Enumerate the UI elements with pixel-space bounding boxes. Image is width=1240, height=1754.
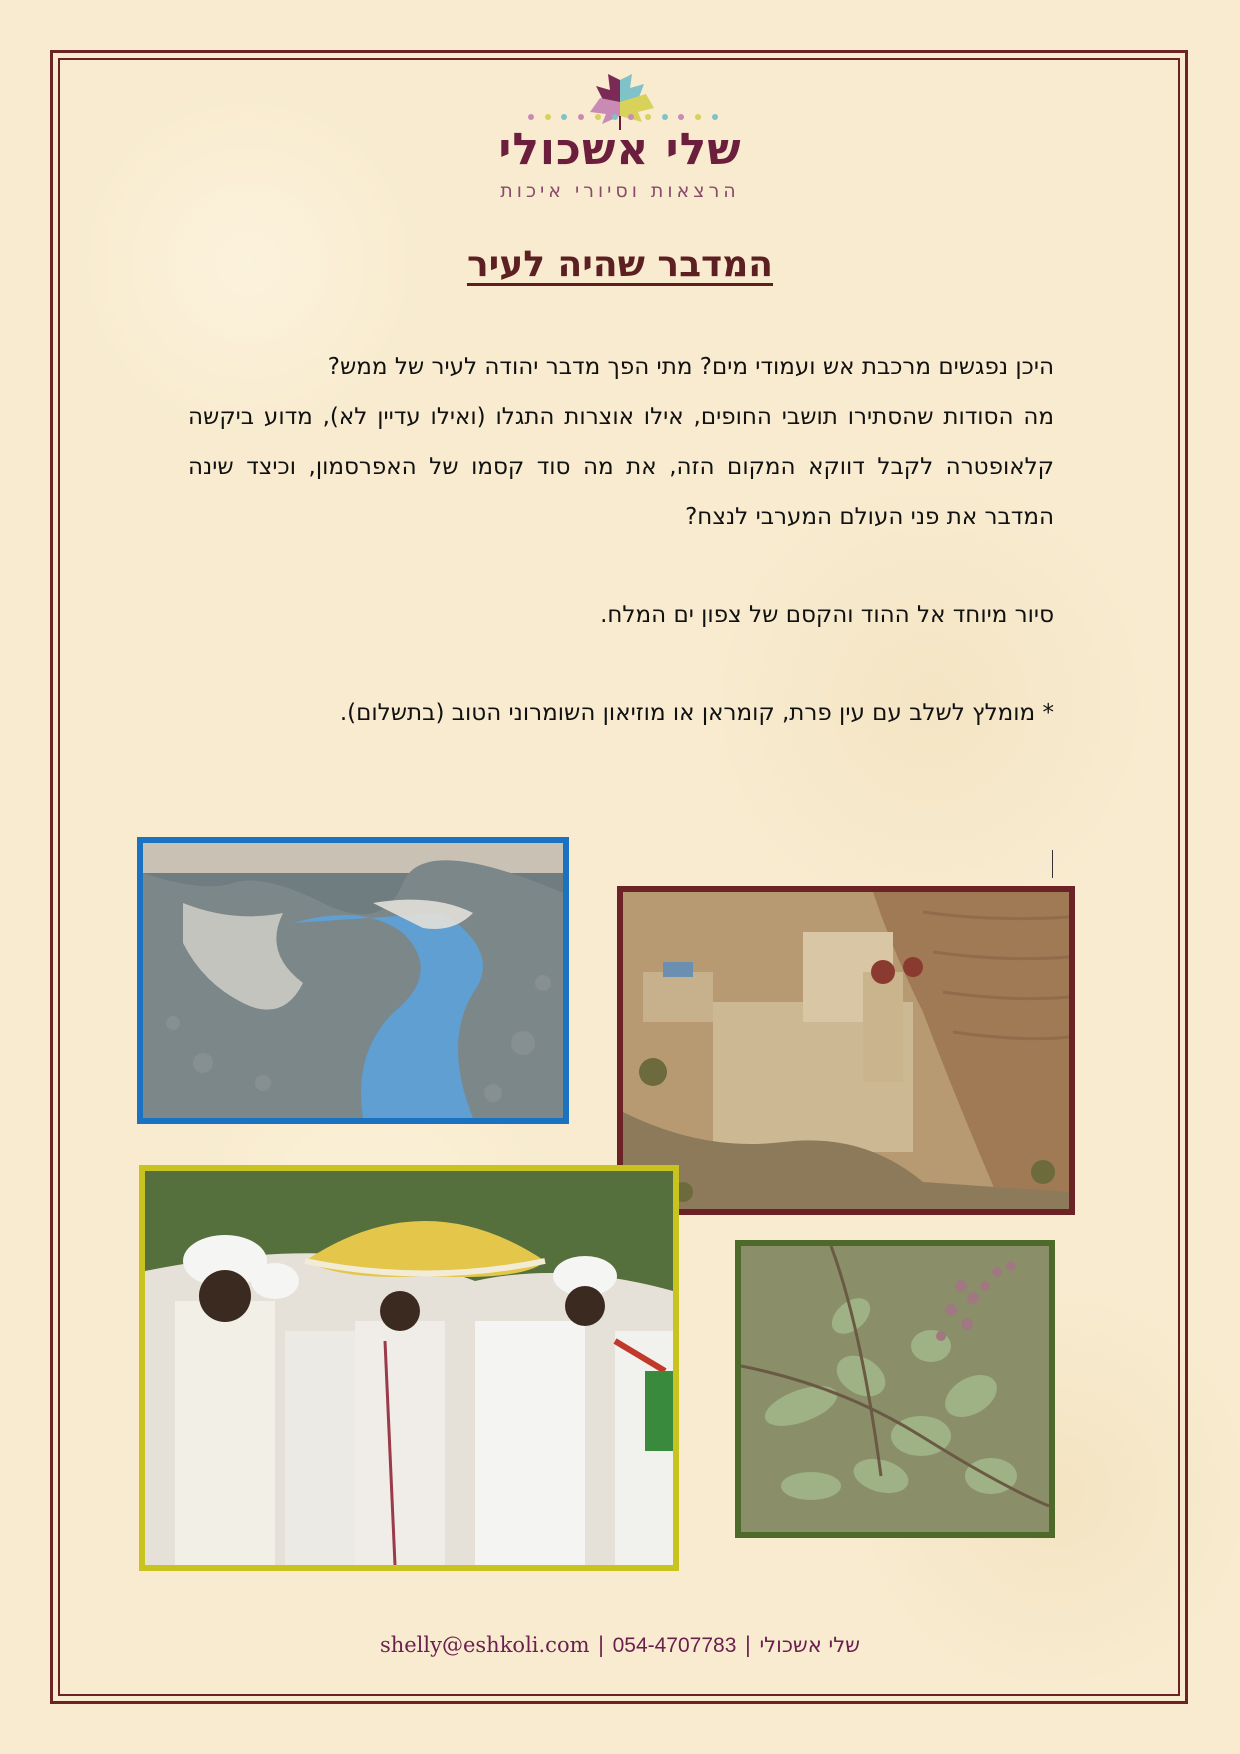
text-cursor [1052, 850, 1053, 878]
footer-separator: | [744, 1633, 752, 1657]
brand-logo [480, 72, 760, 202]
photo-desert-monastery [617, 886, 1075, 1215]
photo-spring-water [137, 837, 569, 1124]
paragraph-recommendation: * מומלץ לשלב עם עין פרת, קומראן או מוזיאון השומרוני הטוב (בתשלום). [339, 700, 1054, 726]
page-title: המדבר שהיה לעיר [466, 244, 774, 285]
footer-email[interactable]: shelly@eshkoli.com [379, 1633, 590, 1657]
decorative-dots [528, 114, 718, 124]
footer-phone[interactable]: 054-4707783 [612, 1634, 737, 1657]
paragraph-secrets: מה הסודות שהסתירו תושבי החופים, אילו אוצרות התגלו (ואילו עדיין לא), מדוע ביקשה קלאופטרה לקבל דווקא המקום הזה, את מה סוד קסמו של האפרסמון, וכיצד שינה המדבר את פני העולם המערבי לנצח? [188, 404, 1054, 530]
footer-name: שלי אשכולי [759, 1633, 861, 1657]
paragraph-intro-question: היכן נפגשים מרכבת אש ועמודי מים? מתי הפך מדבר יהודה לעיר של ממש? [327, 354, 1054, 380]
brand-tagline: הרצאות וסיורי איכות [500, 180, 740, 202]
photo-ethiopian-procession [139, 1165, 679, 1571]
footer-contact [320, 1633, 920, 1658]
footer-separator: | [597, 1633, 605, 1657]
body-text [188, 342, 1054, 738]
photo-balsam-plant [735, 1240, 1055, 1538]
brand-name: שלי אשכולי [498, 124, 742, 175]
paragraph-tour: סיור מיוחד אל ההוד והקסם של צפון ים המלח. [600, 602, 1054, 628]
